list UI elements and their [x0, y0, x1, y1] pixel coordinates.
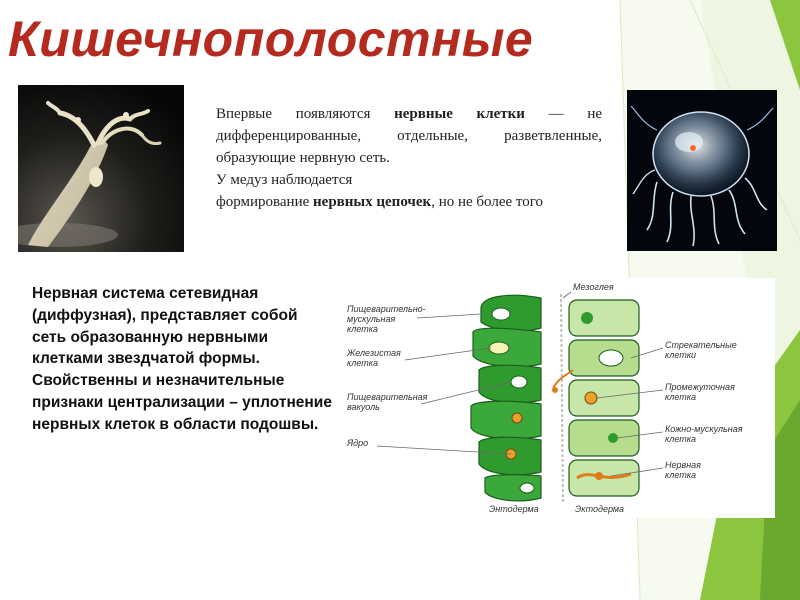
- label-skin-muscle-cell-2: клетка: [665, 434, 696, 444]
- slide-title: Кишечнополостные: [8, 11, 534, 67]
- cell-layers-illustration: [341, 278, 775, 518]
- label-digestive-muscle-cell-2: мускульная: [347, 314, 396, 324]
- label-intermediate-cell-1: Промежуточная: [665, 382, 735, 392]
- intro-paragraph-2: [216, 169, 602, 191]
- cell-layers-diagram: [341, 278, 775, 518]
- nervous-system-description: Нервная система сетевидная (диффузная), представляет собой сеть образованную нервными клетками звездчатой формы. Свойственны и незначительные признаки централизации – уплотнение нервных клеток в области подошвы.: [32, 285, 332, 433]
- label-digestive-vacuole-1: Пищеварительная: [347, 392, 428, 402]
- label-nucleus: Ядро: [347, 438, 369, 448]
- intro-paragraph-1: [216, 103, 602, 169]
- jellyfish-image: [627, 90, 777, 251]
- label-digestive-muscle-cell-3: клетка: [347, 324, 378, 334]
- label-stinging-cells-2: клетки: [665, 350, 696, 360]
- hydra-image: [18, 85, 184, 252]
- intro-nerve-cells-term: нервные клетки: [394, 106, 525, 122]
- label-ectoderm: Эктодерма: [575, 504, 625, 514]
- label-gland-cell-2: клетка: [347, 358, 378, 368]
- jellyfish-photo: [627, 90, 777, 251]
- label-skin-muscle-cell-1: Кожно-мускульная: [665, 424, 743, 434]
- label-nerve-cell-1: Нервная: [665, 460, 701, 470]
- endoderm-cells: [471, 295, 541, 501]
- mesoglea-line: [561, 294, 563, 504]
- label-digestive-muscle-cell-1: Пищеварительно-: [347, 304, 426, 314]
- label-gland-cell-1: Железистая: [347, 348, 401, 358]
- label-digestive-vacuole-2: вакуоль: [347, 402, 380, 412]
- intro-text: [216, 103, 602, 213]
- label-intermediate-cell-2: клетка: [665, 392, 696, 402]
- label-stinging-cells-1: Стрекательные: [665, 340, 737, 350]
- intro-paragraph-3: [216, 191, 602, 213]
- hydra-photo: [18, 85, 184, 252]
- label-mesoglea: Мезоглея: [573, 282, 614, 292]
- intro-line1-start: Впервые появляются: [216, 106, 395, 122]
- label-nerve-cell-2: клетка: [665, 470, 696, 480]
- intro-line2: У медуз наблюдается: [216, 172, 353, 188]
- ectoderm-cells: [552, 300, 639, 496]
- intro-line1-end: — не дифференцированные, отдельные, разветвленные, образующие нервную сеть.: [216, 106, 603, 166]
- intro-line3-end: , но не более того: [431, 194, 544, 210]
- intro-line3-start: формирование: [216, 194, 314, 210]
- intro-nerve-chains-term: нервных цепочек: [313, 194, 432, 210]
- label-endoderm: Энтодерма: [489, 504, 539, 514]
